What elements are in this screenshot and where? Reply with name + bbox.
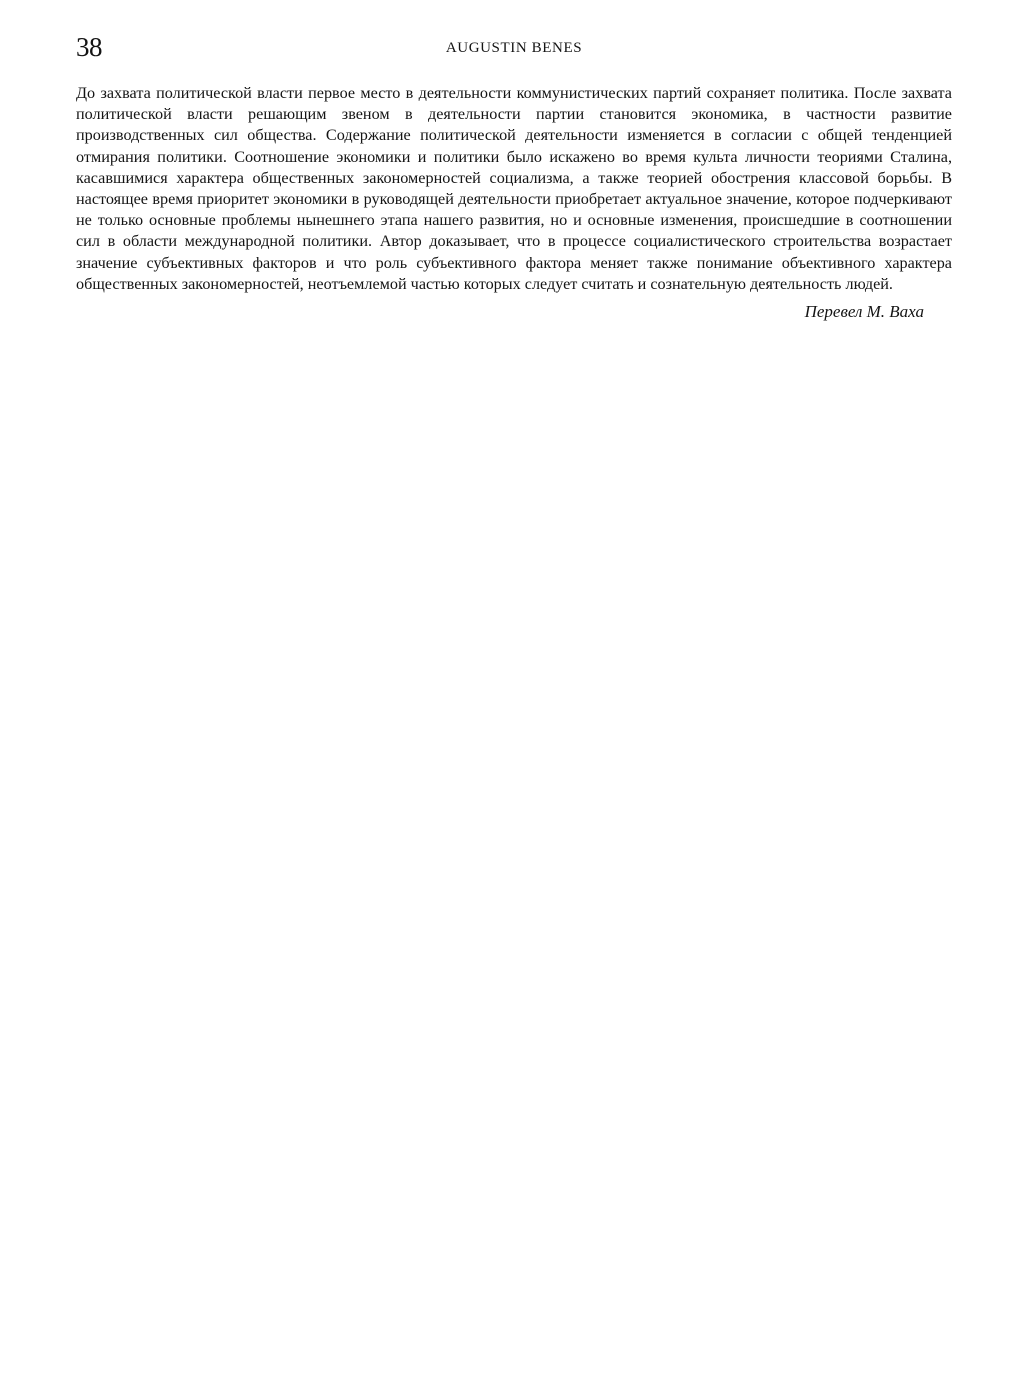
running-title: AUGUSTIN BENES: [445, 40, 583, 56]
summary-paragraph: До захвата политической власти первое место в деятельности коммунистических партий сохраняет политика. После захвата политической власти решающим звеном в деятельности партии становится экономика, в частности развитие производственных сил общества. Содержание политической деятельности изменяется в согласии с общей тенденцией отмирания политики. Соотношение экономики и политики было искажено во время культа личности теориями Сталина, касавшимися характера общественных закономерностей социализма, а также теорией обострения классовой борьбы. В настоящее время приоритет экономики в руководящей деятельности приобретает актуальное значение, которое подчеркивают не только основные проблемы нынешнего этапа нашего развития, но и основные изменения, происшедшие в соотношении сил в области международной политики. Автор доказывает, что в процессе социалистического строительства возрастает значение субъективных факторов и что роль субъективного фактора меняет также понимание объективного характера общественных закономерностей, неотъемлемой частью которых следует считать и сознательную деятельность людей.: [76, 84, 952, 293]
running-header: [76, 30, 952, 64]
document-page: [76, 30, 952, 323]
page-number: 38: [76, 32, 102, 62]
translator-credit: Перевел М. Ваха: [804, 302, 924, 322]
